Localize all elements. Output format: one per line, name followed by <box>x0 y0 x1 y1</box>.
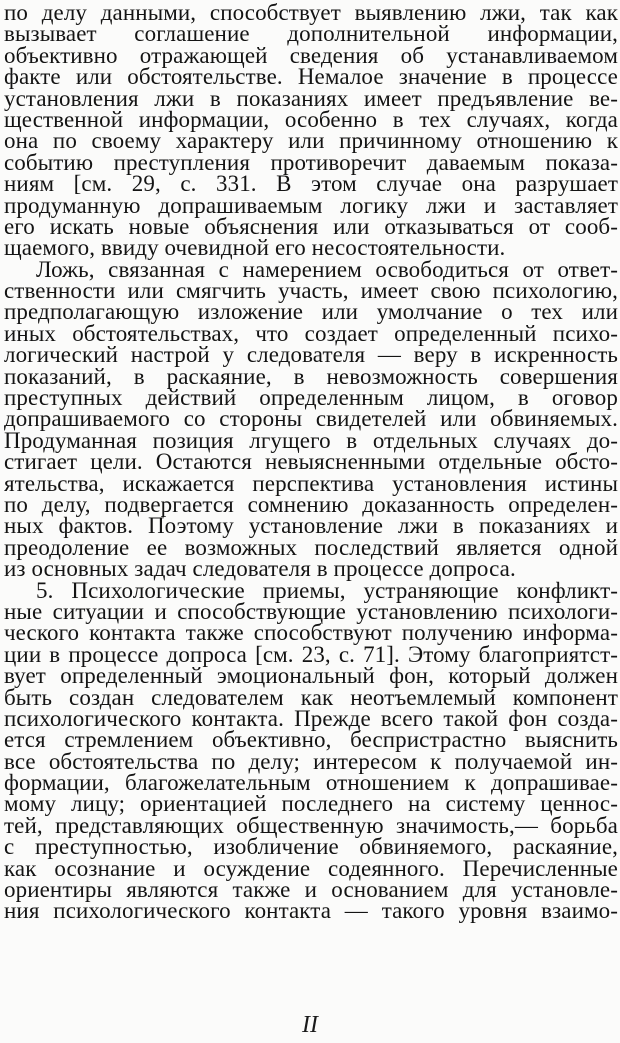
text-line: по делу данными, способствует выявлению лжи, так как <box>4 0 618 25</box>
text-line: показаний, в раскаяние, в невозможность совершения <box>4 363 618 389</box>
text-line: ятельства, искажается перспектива установления истины <box>4 470 618 496</box>
text-line: щественной информации, особенно в тех случаях, когда <box>4 106 618 132</box>
body-text <box>4 2 618 922</box>
text-line: по делу, подвергается сомнению доказанность определен- <box>4 491 618 517</box>
text-line: она по своему характеру или причинному отношению к <box>4 128 618 154</box>
text-line: вызывает соглашение дополнительной информации, <box>4 21 618 47</box>
text-line: ции в процессе допроса [см. 23, с. 71]. Этому благоприятст- <box>4 641 618 667</box>
text-line: ориентиры являются также и основанием для установле- <box>4 877 618 903</box>
paragraph-3 <box>4 577 618 924</box>
text-line: Ложь, связанная с намерением освободиться от ответ- <box>36 256 618 282</box>
text-line: факте или обстоятельстве. Немалое значение в процессе <box>4 64 618 90</box>
text-line: его искать новые объяснения или отказываться от сооб- <box>4 213 618 239</box>
text-line: ных фактов. Поэтому установление лжи в показаниях и <box>4 513 618 539</box>
text-line: предполагающую изложение или умолчание о тех или <box>4 299 618 325</box>
text-line: ниям [см. 29, с. 331. В этом случае она разрушает <box>4 171 618 197</box>
text-line: продуманную допрашиваемым логику лжи и заставляет <box>4 192 618 218</box>
page-number: II <box>302 1012 318 1038</box>
text-line: ется стремлением объективно, беспристрастно выяснить <box>4 727 618 753</box>
text-line: все обстоятельства по делу; интересом к получаемой ин- <box>4 748 618 774</box>
text-line: с преступностью, изобличение обвиняемого, раскаяние, <box>4 834 618 860</box>
text-line: преодоление ее возможных последствий является одной <box>4 534 618 560</box>
text-line: иных обстоятельствах, что создает определенный психо- <box>4 320 618 346</box>
text-line: щаемого, ввиду очевидной его несостоятельности. <box>4 235 506 261</box>
text-line: ные ситуации и способствующие установлению психологи- <box>4 598 618 624</box>
text-line: стигает цели. Остаются невыясненными отдельные обсто- <box>4 449 618 475</box>
text-line: из основных задач следователя в процессе допроса. <box>4 556 516 582</box>
text-line: быть создан следователем как неотъемлемый компонент <box>4 684 618 710</box>
text-line: допрашиваемого со стороны свидетелей или обвиняемых. <box>4 406 618 432</box>
text-line: как осознание и осуждение содеянного. Перечисленные <box>4 855 618 881</box>
text-line: психологического контакта. Прежде всего такой фон созда- <box>4 705 618 731</box>
text-line: 5. Психологические приемы, устраняющие конфликт- <box>36 577 618 603</box>
text-line: ственности или смягчить участь, имеет свою психологию, <box>4 278 618 304</box>
text-line: установления лжи в показаниях имеет предъявление ве- <box>4 85 618 111</box>
paragraph-1 <box>4 2 618 259</box>
text-line: тей, представляющих общественную значимость,— борьба <box>4 812 618 838</box>
text-line: формации, благожелательным отношением к допрашивае- <box>4 770 618 796</box>
text-line: вует определенный эмоциональный фон, который должен <box>4 663 618 689</box>
text-line: Продуманная позиция лгущего в отдельных случаях до- <box>4 427 618 453</box>
text-line: событию преступления противоречит даваемым показа- <box>4 149 618 175</box>
text-line: объективно отражающей сведения об устанавливаемом <box>4 42 618 68</box>
text-line: ческого контакта также способствуют получению информа- <box>4 620 618 646</box>
paragraph-2 <box>4 256 618 582</box>
text-line: ния психологического контакта — такого уровня взаимо- <box>4 898 618 924</box>
text-line: мому лицу; ориентацией последнего на систему ценнос- <box>4 791 618 817</box>
text-line: логический настрой у следователя — веру в искренность <box>4 342 618 368</box>
text-line: преступных действий определенным лицом, в оговор <box>4 385 618 411</box>
